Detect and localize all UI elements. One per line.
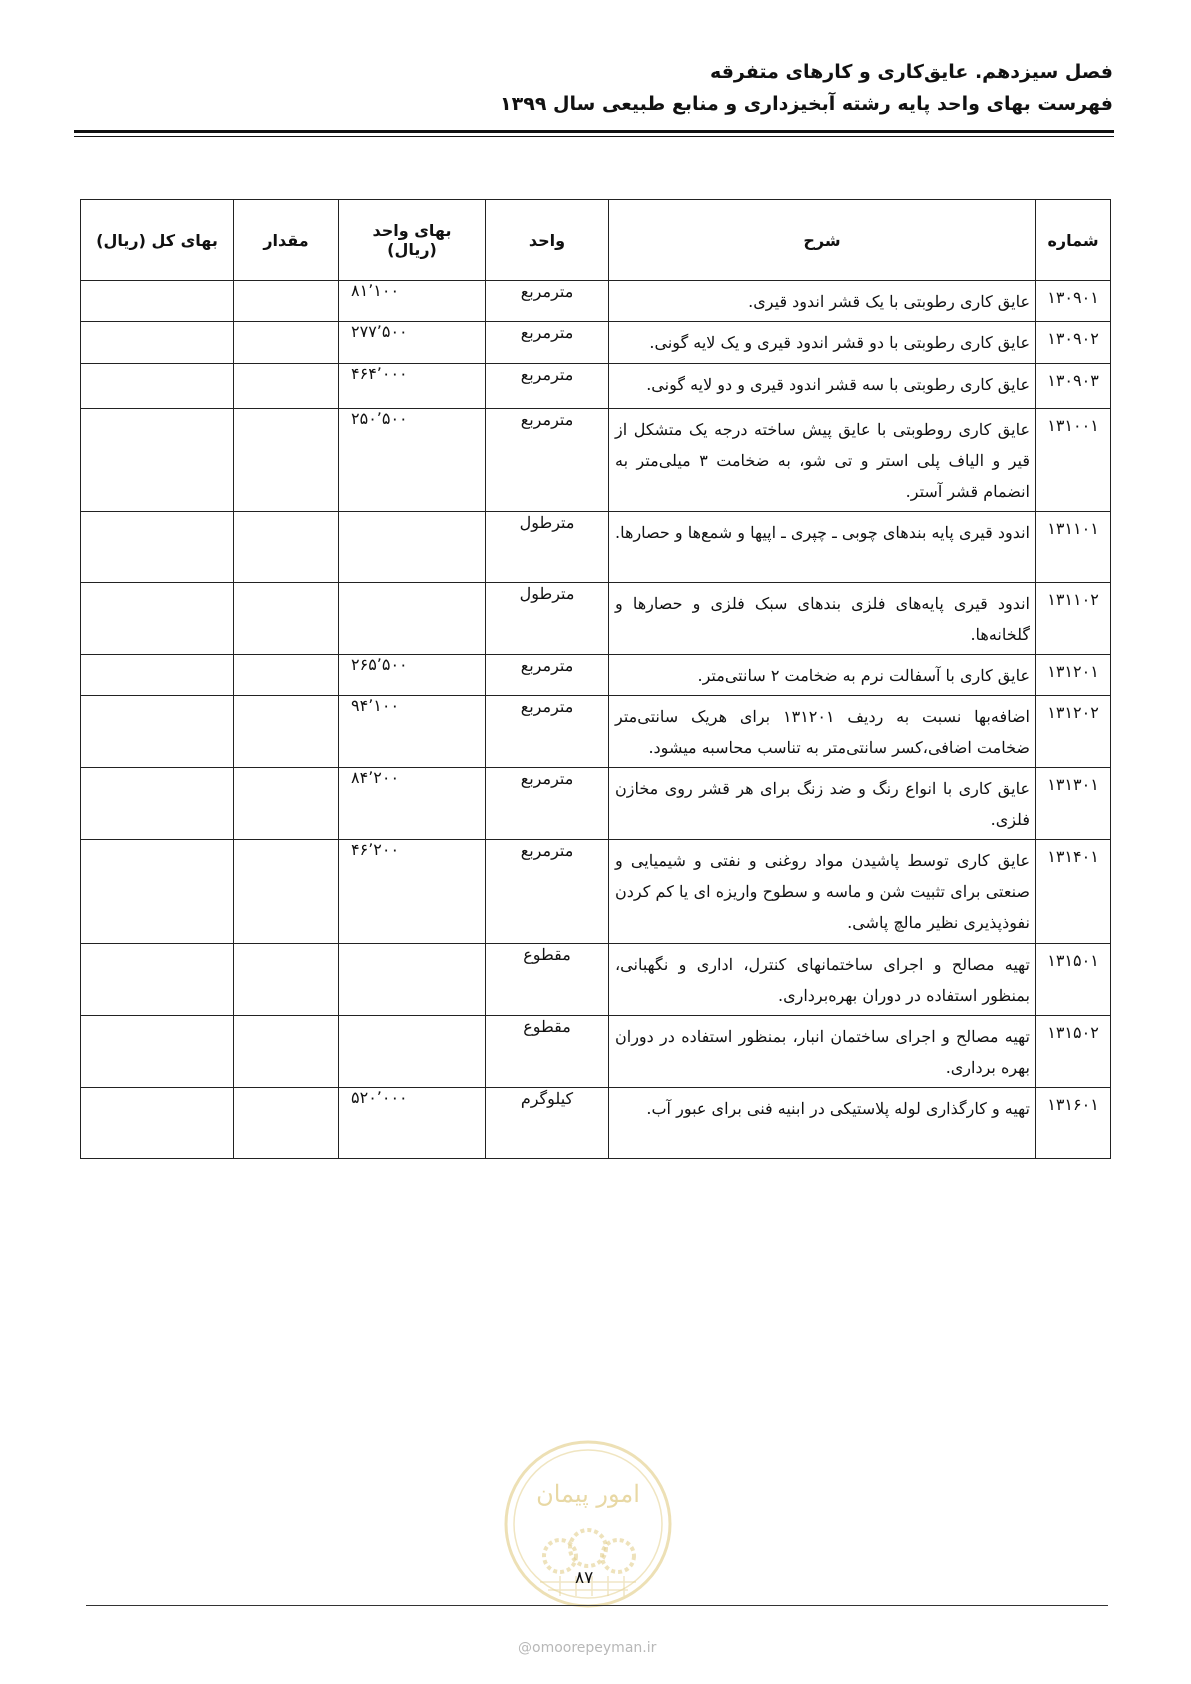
footer-rule <box>86 1605 1108 1606</box>
row-unit: کیلوگرم <box>486 1088 609 1159</box>
row-unit-price: ۲۶۵٬۵۰۰ <box>339 655 486 696</box>
row-quantity <box>234 840 339 944</box>
row-unit: مقطوع <box>486 944 609 1016</box>
row-unit-price: ۴۶٬۲۰۰ <box>339 840 486 944</box>
row-description: اندود قیری پایه‌های فلزی بندهای سبک فلزی و حصارها و گلخانه‌ها. <box>609 583 1036 655</box>
price-table <box>80 199 1111 1159</box>
table-row <box>81 944 1111 1016</box>
table-row <box>81 840 1111 944</box>
page-number: ۸۷ <box>575 1568 594 1588</box>
row-unit-price: ۲۵۰٬۵۰۰ <box>339 409 486 512</box>
row-unit-price: ۸۱٬۱۰۰ <box>339 281 486 322</box>
row-unit-price <box>339 944 486 1016</box>
header-rule-thin <box>74 136 1114 137</box>
row-unit: مترمربع <box>486 768 609 840</box>
header-code: شماره <box>1036 200 1111 281</box>
row-description: تهیه مصالح و اجرای ساختمان انبار، بمنظور استفاده در دوران بهره برداری. <box>609 1016 1036 1088</box>
row-code: ۱۳۱۲۰۲ <box>1036 696 1111 768</box>
header-unit-price-label: بهای واحد <box>372 221 452 240</box>
row-unit: مترطول <box>486 583 609 655</box>
row-total-price <box>81 768 234 840</box>
table-row <box>81 583 1111 655</box>
row-unit: مترمربع <box>486 840 609 944</box>
row-description: اضافه‌بها نسبت به ردیف ۱۳۱۲۰۱ برای هریک سانتی‌متر ضخامت اضافی،کسر سانتی‌متر به تناسب محاسبه میشود. <box>609 696 1036 768</box>
row-total-price <box>81 655 234 696</box>
row-unit: مترمربع <box>486 409 609 512</box>
row-total-price <box>81 840 234 944</box>
row-description: عایق کاری رطوبتی با سه قشر اندود قیری و دو لایه گونی. <box>609 364 1036 409</box>
row-description: عایق کاری رطوبتی با دو قشر اندود قیری و یک لایه گونی. <box>609 322 1036 364</box>
row-description: عایق کاری رطوبتی با یک قشر اندود قیری. <box>609 281 1036 322</box>
row-code: ۱۳۱۱۰۲ <box>1036 583 1111 655</box>
row-unit: مقطوع <box>486 1016 609 1088</box>
row-description: عایق کاری با انواع رنگ و ضد زنگ برای هر قشر روی مخازن فلزی. <box>609 768 1036 840</box>
row-quantity <box>234 583 339 655</box>
row-unit: مترمربع <box>486 281 609 322</box>
row-unit: مترمربع <box>486 364 609 409</box>
row-code: ۱۳۰۹۰۳ <box>1036 364 1111 409</box>
row-quantity <box>234 1088 339 1159</box>
row-total-price <box>81 322 234 364</box>
row-unit-price: ۸۴٬۲۰۰ <box>339 768 486 840</box>
table-row <box>81 1016 1111 1088</box>
row-quantity <box>234 768 339 840</box>
row-unit-price <box>339 1016 486 1088</box>
row-unit-price: ۵۲۰٬۰۰۰ <box>339 1088 486 1159</box>
row-total-price <box>81 512 234 583</box>
row-quantity <box>234 512 339 583</box>
row-code: ۱۳۱۶۰۱ <box>1036 1088 1111 1159</box>
row-total-price <box>81 281 234 322</box>
row-unit-price: ۹۴٬۱۰۰ <box>339 696 486 768</box>
row-total-price <box>81 583 234 655</box>
table-row <box>81 655 1111 696</box>
row-unit: مترمربع <box>486 655 609 696</box>
header-unit: واحد <box>486 200 609 281</box>
row-unit-price <box>339 512 486 583</box>
chapter-title: فصل سیزدهم. عایق‌کاری و کارهای متفرقه <box>709 61 1113 83</box>
row-code: ۱۳۱۵۰۲ <box>1036 1016 1111 1088</box>
row-quantity <box>234 655 339 696</box>
header-quantity: مقدار <box>234 200 339 281</box>
table-row <box>81 364 1111 409</box>
row-code: ۱۳۱۲۰۱ <box>1036 655 1111 696</box>
table-header-row <box>81 200 1111 281</box>
header-unit-price <box>339 200 486 281</box>
row-description: عایق کاری روطوبتی با عایق پیش ساخته درجه یک متشکل از قیر و الیاف پلی استر و تی شو، به ضخامت ۳ میلی‌متر به انضمام قشر آستر. <box>609 409 1036 512</box>
row-description: اندود قیری پایه بندهای چوبی ـ چپری ـ اپیها و شمع‌ها و حصارها. <box>609 512 1036 583</box>
row-quantity <box>234 409 339 512</box>
row-total-price <box>81 696 234 768</box>
row-description: تهیه مصالح و اجرای ساختمانهای کنترل، اداری و نگهبانی، بمنظور استفاده در دوران بهره‌برداری. <box>609 944 1036 1016</box>
row-code: ۱۳۰۹۰۲ <box>1036 322 1111 364</box>
row-quantity <box>234 1016 339 1088</box>
row-unit: مترطول <box>486 512 609 583</box>
row-quantity <box>234 364 339 409</box>
row-code: ۱۳۱۴۰۱ <box>1036 840 1111 944</box>
row-unit-price <box>339 583 486 655</box>
row-description: عایق کاری با آسفالت نرم به ضخامت ۲ سانتی‌متر. <box>609 655 1036 696</box>
table-row <box>81 322 1111 364</box>
row-unit: مترمربع <box>486 322 609 364</box>
row-total-price <box>81 409 234 512</box>
header-description: شرح <box>609 200 1036 281</box>
row-unit-price: ۲۷۷٬۵۰۰ <box>339 322 486 364</box>
header-rule-thick <box>74 130 1114 133</box>
row-quantity <box>234 944 339 1016</box>
table-row <box>81 768 1111 840</box>
table-row <box>81 1088 1111 1159</box>
watermark-url: @omoorepeyman.ir <box>518 1640 657 1656</box>
row-quantity <box>234 322 339 364</box>
document-title: فهرست بهای واحد پایه رشته آبخیزداری و منابع طبیعی سال ۱۳۹۹ <box>500 93 1113 115</box>
header-unit-price-currency: (ریال) <box>387 240 437 259</box>
row-description: عایق کاری توسط پاشیدن مواد روغنی و نفتی و شیمیایی و صنعتی برای تثبیت شن و ماسه و سطوح واریزه ای یا کم کردن نفوذپذیری نظیر مالچ پاشی. <box>609 840 1036 944</box>
row-code: ۱۳۱۵۰۱ <box>1036 944 1111 1016</box>
row-code: ۱۳۱۱۰۱ <box>1036 512 1111 583</box>
stamp-text: امور پیمان <box>536 1480 640 1508</box>
page-header <box>73 56 1113 120</box>
row-code: ۱۳۰۹۰۱ <box>1036 281 1111 322</box>
row-total-price <box>81 944 234 1016</box>
table-row <box>81 512 1111 583</box>
row-code: ۱۳۱۰۰۱ <box>1036 409 1111 512</box>
header-total-price: بهای کل (ریال) <box>81 200 234 281</box>
table-row <box>81 409 1111 512</box>
row-total-price <box>81 364 234 409</box>
row-unit: مترمربع <box>486 696 609 768</box>
table-row <box>81 696 1111 768</box>
row-description: تهیه و کارگذاری لوله پلاستیکی در ابنیه فنی برای عبور آب. <box>609 1088 1036 1159</box>
row-total-price <box>81 1088 234 1159</box>
table-row <box>81 281 1111 322</box>
row-quantity <box>234 281 339 322</box>
row-quantity <box>234 696 339 768</box>
row-total-price <box>81 1016 234 1088</box>
row-unit-price: ۴۶۴٬۰۰۰ <box>339 364 486 409</box>
row-code: ۱۳۱۳۰۱ <box>1036 768 1111 840</box>
